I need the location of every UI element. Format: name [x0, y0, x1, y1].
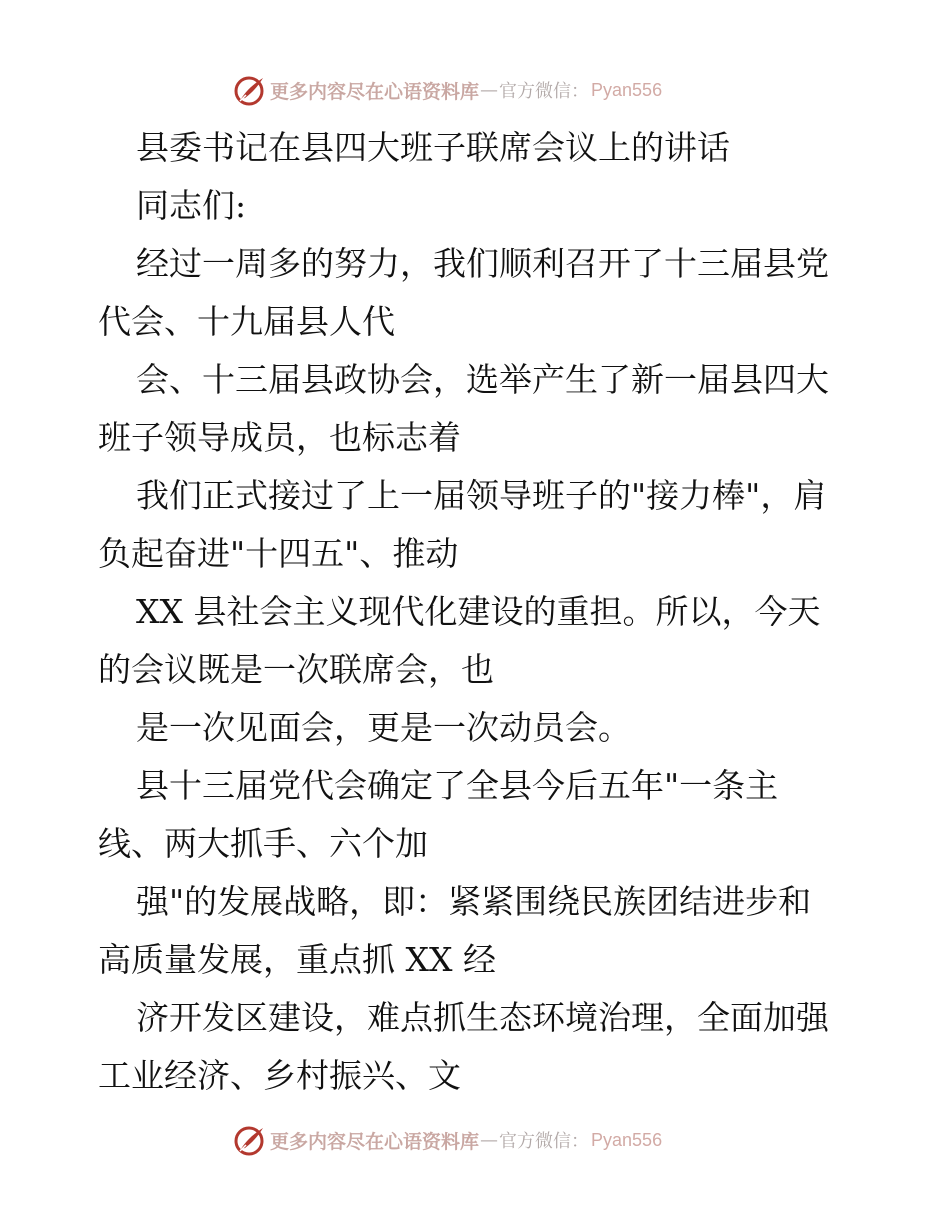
- body-line: 工业经济、乡村振兴、文: [98, 1056, 461, 1095]
- body-line: 同志们:: [136, 186, 247, 225]
- body-line: 济开发区建设，难点抓生态环境治理，全面加强: [136, 998, 829, 1037]
- watermark-wechat-id: Pyan556: [591, 79, 663, 100]
- watermark-main-text: 更多内容尽在心语资料库: [270, 1130, 480, 1153]
- body-line: XX 县社会主义现代化建设的重担。所以，今天: [136, 592, 821, 631]
- watermark-wechat-label: 官方微信：: [499, 81, 590, 102]
- body-line: 县十三届党代会确定了全县今后五年"一条主: [136, 766, 779, 805]
- body-line: 代会、十九届县人代: [98, 302, 395, 341]
- body-line: 高质量发展，重点抓 XX 经: [98, 940, 496, 979]
- body-line: 会、十三届县政协会，选举产生了新一届县四大: [136, 360, 829, 399]
- body-line: 负起奋进"十四五"、推动: [98, 534, 459, 573]
- watermark-wechat-id: Pyan556: [591, 1129, 663, 1150]
- body-line: 我们正式接过了上一届领导班子的"接力棒"，肩: [136, 476, 827, 515]
- quill-logo-icon: [232, 1123, 266, 1157]
- body-line: 线、两大抓手、六个加: [98, 824, 428, 863]
- watermark-wechat-label: 官方微信：: [499, 1131, 590, 1152]
- body-line: 的会议既是一次联席会，也: [98, 650, 494, 689]
- body-line: 是一次见面会，更是一次动员会。: [136, 708, 631, 747]
- quill-logo-icon: [232, 73, 266, 107]
- footer-watermark: [232, 1122, 712, 1158]
- watermark-dash: —: [480, 1129, 499, 1151]
- watermark-main-text: 更多内容尽在心语资料库: [270, 80, 480, 103]
- document-title: 县委书记在县四大班子联席会议上的讲话: [136, 128, 730, 167]
- body-line: 强"的发展战略，即：紧紧围绕民族团结进步和: [136, 882, 812, 921]
- watermark-dash: —: [480, 79, 499, 101]
- body-line: 班子领导成员，也标志着: [98, 418, 461, 457]
- header-watermark: [232, 72, 712, 108]
- body-line: 经过一周多的努力，我们顺利召开了十三届县党: [136, 244, 829, 283]
